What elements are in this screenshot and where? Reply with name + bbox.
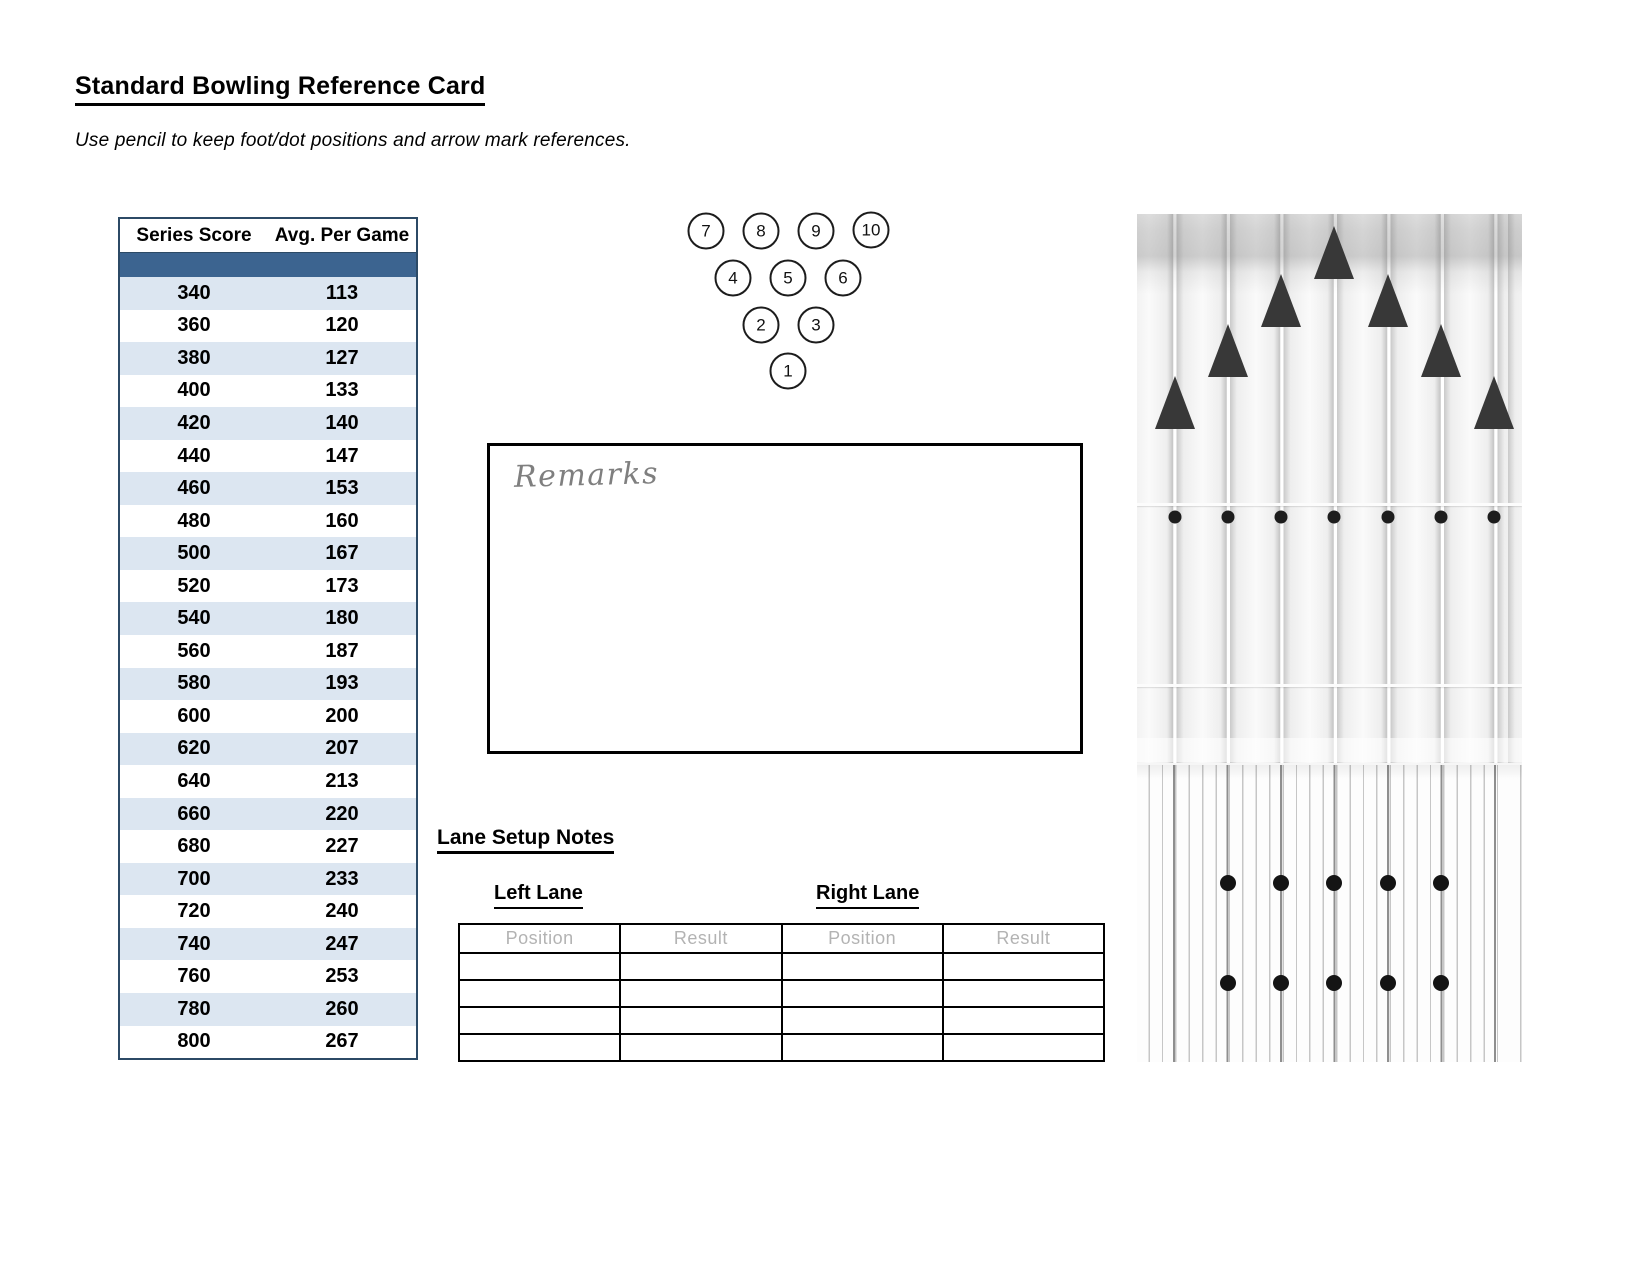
series-table-cell: 540 xyxy=(177,607,211,630)
lane-target-dot xyxy=(1488,511,1501,524)
lane-target-dot xyxy=(1222,511,1235,524)
series-table-cell: 740 xyxy=(177,932,211,955)
series-table-cell: 360 xyxy=(177,314,211,337)
series-table-row xyxy=(120,407,416,440)
lane-setup-empty-cell xyxy=(620,1034,781,1061)
bowling-pin-8: 8 xyxy=(743,213,780,250)
series-table-spacer-row xyxy=(120,253,416,277)
series-table-cell: 120 xyxy=(325,314,359,337)
series-table-row xyxy=(120,895,416,928)
approach-dot xyxy=(1433,975,1449,991)
series-table-cell: 660 xyxy=(177,802,211,825)
series-table-row xyxy=(120,700,416,733)
series-table-header-row xyxy=(120,219,416,253)
lane-section-band xyxy=(1137,738,1522,762)
approach-dot xyxy=(1220,875,1236,891)
lane-setup-table xyxy=(458,923,1105,1062)
approach-dot xyxy=(1220,975,1236,991)
lane-setup-notes-title: Lane Setup Notes xyxy=(437,826,614,854)
series-table-cell: 193 xyxy=(325,672,359,695)
lane-setup-empty-cell xyxy=(782,1034,943,1061)
lane-setup-column-header: Position xyxy=(459,924,620,953)
series-table-row xyxy=(120,635,416,668)
approach-dot xyxy=(1380,975,1396,991)
series-table-cell: 147 xyxy=(325,444,359,467)
lane-target-dot xyxy=(1382,511,1395,524)
lane-target-dot xyxy=(1275,511,1288,524)
lane-setup-empty-cell xyxy=(782,953,943,980)
series-table-cell: 187 xyxy=(325,639,359,662)
bowling-pin-4: 4 xyxy=(715,260,752,297)
series-table-cell: 720 xyxy=(177,900,211,923)
series-table-row xyxy=(120,668,416,701)
series-table-cell: 173 xyxy=(325,574,359,597)
series-table-cell: 213 xyxy=(325,769,359,792)
series-table-cell: 227 xyxy=(325,835,359,858)
lane-target-dot xyxy=(1169,511,1182,524)
bowling-pin-2: 2 xyxy=(743,307,780,344)
lane-setup-empty-row xyxy=(459,980,1104,1007)
lane-arrow-icon xyxy=(1368,274,1408,327)
series-table-cell: 440 xyxy=(177,444,211,467)
series-table-row xyxy=(120,993,416,1026)
series-table-cell: 500 xyxy=(177,542,211,565)
lane-setup-empty-row xyxy=(459,1007,1104,1034)
series-table-cell: 480 xyxy=(177,509,211,532)
approach-dot xyxy=(1273,975,1289,991)
series-table-row xyxy=(120,277,416,310)
bowling-pin-7: 7 xyxy=(688,213,725,250)
approach-dot xyxy=(1326,975,1342,991)
series-table-cell: 220 xyxy=(325,802,359,825)
series-table-cell: 133 xyxy=(325,379,359,402)
series-table-cell: 600 xyxy=(177,704,211,727)
lane-setup-empty-cell xyxy=(459,1007,620,1034)
bowling-pin-1: 1 xyxy=(770,353,807,390)
series-table-body xyxy=(120,277,416,1058)
lane-arrow-icon xyxy=(1421,324,1461,377)
series-table-row xyxy=(120,928,416,961)
approach-dot xyxy=(1326,875,1342,891)
approach-dot xyxy=(1380,875,1396,891)
lane-setup-empty-cell xyxy=(943,953,1104,980)
series-table-cell: 520 xyxy=(177,574,211,597)
series-table-cell: 260 xyxy=(325,997,359,1020)
series-table-row xyxy=(120,863,416,896)
bowling-pin-5: 5 xyxy=(770,260,807,297)
avg-per-game-column-header: Avg. Per Game xyxy=(274,224,410,246)
lane-setup-empty-cell xyxy=(782,1007,943,1034)
series-table-cell: 620 xyxy=(177,737,211,760)
lane-setup-empty-cell xyxy=(620,953,781,980)
lane-arrow-icon xyxy=(1261,274,1301,327)
lane-approach-area xyxy=(1137,763,1522,1062)
series-table-cell: 700 xyxy=(177,867,211,890)
series-table-cell: 560 xyxy=(177,639,211,662)
approach-dot xyxy=(1433,875,1449,891)
series-table-row xyxy=(120,733,416,766)
lane-board-section-line xyxy=(1137,503,1522,506)
left-lane-label: Left Lane xyxy=(494,882,583,909)
series-table-row xyxy=(120,570,416,603)
series-table-row xyxy=(120,1026,416,1059)
series-table-row xyxy=(120,342,416,375)
series-table-cell: 233 xyxy=(325,867,359,890)
lane-setup-empty-row xyxy=(459,953,1104,980)
bowling-pin-10: 10 xyxy=(853,212,890,249)
series-table-row xyxy=(120,310,416,343)
series-table-cell: 760 xyxy=(177,965,211,988)
lane-setup-empty-cell xyxy=(943,1034,1104,1061)
lane-setup-empty-cell xyxy=(943,1007,1104,1034)
lane-target-dot xyxy=(1435,511,1448,524)
lane-boards-area xyxy=(1137,214,1522,763)
series-table-cell: 580 xyxy=(177,672,211,695)
lane-board-section-line xyxy=(1137,684,1522,687)
series-table-cell: 180 xyxy=(325,607,359,630)
series-table-cell: 253 xyxy=(325,965,359,988)
series-table-cell: 340 xyxy=(177,281,211,304)
lane-setup-column-header: Position xyxy=(782,924,943,953)
series-table-row xyxy=(120,798,416,831)
bowling-pin-6: 6 xyxy=(825,260,862,297)
lane-arrow-icon xyxy=(1208,324,1248,377)
series-table-cell: 267 xyxy=(325,1030,359,1053)
series-table-cell: 167 xyxy=(325,542,359,565)
series-table-row xyxy=(120,537,416,570)
right-lane-label: Right Lane xyxy=(816,882,919,909)
series-table-cell: 247 xyxy=(325,932,359,955)
series-score-column-header: Series Score xyxy=(136,224,252,246)
lane-arrow-icon xyxy=(1474,376,1514,429)
lane-setup-empty-cell xyxy=(459,1034,620,1061)
series-table-cell: 640 xyxy=(177,769,211,792)
bowling-pin-9: 9 xyxy=(798,213,835,250)
series-table-row xyxy=(120,960,416,993)
lane-setup-empty-row xyxy=(459,1034,1104,1061)
approach-dot xyxy=(1273,875,1289,891)
series-table-cell: 400 xyxy=(177,379,211,402)
series-table-cell: 207 xyxy=(325,737,359,760)
series-table-row xyxy=(120,602,416,635)
series-table-cell: 140 xyxy=(325,411,359,434)
lane-setup-header-row xyxy=(459,924,1104,953)
lane-setup-column-header: Result xyxy=(943,924,1104,953)
page-title: Standard Bowling Reference Card xyxy=(75,72,485,106)
lane-target-dot xyxy=(1328,511,1341,524)
series-table-cell: 680 xyxy=(177,835,211,858)
series-table-cell: 240 xyxy=(325,900,359,923)
series-table-row xyxy=(120,440,416,473)
series-score-table xyxy=(118,217,418,1060)
series-table-row xyxy=(120,765,416,798)
remarks-box xyxy=(487,443,1083,754)
lane-setup-empty-cell xyxy=(782,980,943,1007)
series-table-cell: 160 xyxy=(325,509,359,532)
bowling-lane-diagram xyxy=(1137,214,1522,1062)
series-table-cell: 200 xyxy=(325,704,359,727)
lane-setup-column-header: Result xyxy=(620,924,781,953)
series-table-cell: 153 xyxy=(325,477,359,500)
series-table-cell: 800 xyxy=(177,1030,211,1053)
series-table-cell: 127 xyxy=(325,346,359,369)
series-table-cell: 460 xyxy=(177,477,211,500)
series-table-row xyxy=(120,830,416,863)
lane-setup-empty-cell xyxy=(620,980,781,1007)
lane-arrow-icon xyxy=(1314,226,1354,279)
bowling-pin-3: 3 xyxy=(798,307,835,344)
series-table-row xyxy=(120,472,416,505)
lane-setup-empty-cell xyxy=(943,980,1104,1007)
remarks-label: Remarks xyxy=(513,456,660,495)
series-table-row xyxy=(120,505,416,538)
series-table-cell: 113 xyxy=(325,281,359,304)
lane-setup-empty-cell xyxy=(620,1007,781,1034)
series-table-cell: 780 xyxy=(177,997,211,1020)
lane-arrow-icon xyxy=(1155,376,1195,429)
page-subtitle: Use pencil to keep foot/dot positions and arrow mark references. xyxy=(75,130,631,151)
lane-setup-empty-cell xyxy=(459,980,620,1007)
series-table-cell: 380 xyxy=(177,346,211,369)
series-table-row xyxy=(120,375,416,408)
series-table-cell: 420 xyxy=(177,411,211,434)
lane-setup-empty-cell xyxy=(459,953,620,980)
